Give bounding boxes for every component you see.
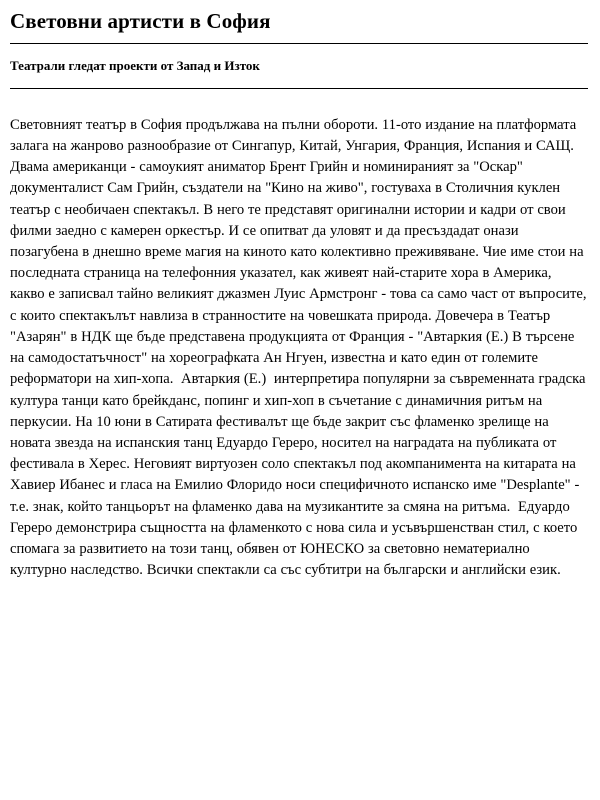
title-divider: [10, 43, 588, 44]
subheading-divider: [10, 88, 588, 89]
subheading: Театрали гледат проекти от Запад и Изток: [10, 58, 260, 74]
article-body: Световният театър в София продължава на пълни обороти. 11-ото издание на платформата залага на жанрово разнообразие от Сингапур, Китай, Унгария, Франция, Испания и САЩ. Двама американци - самоукият аниматор Брент Грийн и номинираният за "Оскар" документалист Сам Грийн, създатели на "Кино на живо", гостуваха в Столичния куклен театър с необичаен спектакъл. В него те представят оригинални истории и кадри от свои филми заедно с камерен оркестър. И се опитват да уловят и да пресъздадат онази позагубена в днешно време магия на киното като колективно преживяване. Чие име стои на последната страница на телефонния указател, как живеят най-старите хора в Америка, какво е записвал тайно великият джазмен Луис Армстронг - това са само част от въпросите, с които спектакълът навлиза в странностите на човешката природа. Довечера в Театър "Азарян" в НДК ще бъде представена продукцията от Франция - "Автаркия (Е.) В търсене на самодостатъчност" на хореографката Ан Нгуен, известна и като един от големите реформатори на хип-хопа. Автаркия (Е.) интерпретира популярни за съвременната градска култура танци като брейкданс, попинг и хип-хоп в съчетание с динамичния ритъм на перкусии. На 10 юни в Сатирата фестивалът ще бъде закрит със фламенко зрелище на новата звезда на испанския танц Едуардо Гереро, носител на наградата на публиката от фестивала в Херес. Неговият виртуозен соло спектакъл под акомпанимента на китарата на Хавиер Ибанес и гласа на Емилио Флоридо носи специфичното испанско име "Desplante" - т.е. знак, който танцьорът на фламенко дава на музикантите за смяна на ритъма. Едуардо Гереро демонстрира същността на фламенкото с нова сила и усъвършенстван стил, с което спомага за развитието на този танц, обявен от ЮНЕСКО за световно нематериално културно наследство. Всички спектакли са със субтитри на български и английски език.: [10, 116, 591, 579]
page-title: Световни артисти в София: [10, 9, 271, 33]
